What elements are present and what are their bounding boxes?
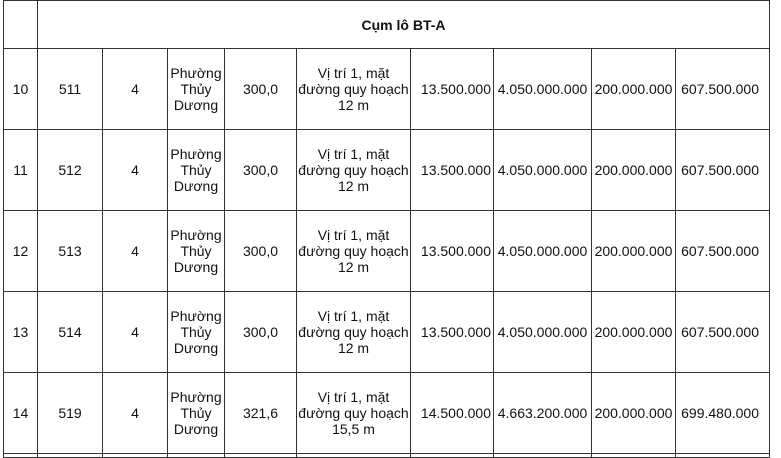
floors-cell: 4: [103, 130, 168, 211]
header-blank-cell: [4, 1, 38, 49]
row-number-cell: 13: [4, 292, 38, 373]
deposit-cell: 200.000.000: [592, 130, 676, 211]
land-value-cell: 4.663.200.000: [494, 373, 592, 454]
deposit-cell: 200.000.000: [592, 292, 676, 373]
table-row: [4, 211, 770, 292]
unit-price-cell: 14.500.000: [411, 373, 494, 454]
area-cell: 300,0: [225, 130, 297, 211]
unit-price-cell: 13.500.000: [411, 211, 494, 292]
lot-number-cell: 513: [38, 211, 103, 292]
ward-cell: Phường Thủy Dương: [168, 292, 225, 373]
area-cell: 300,0: [225, 292, 297, 373]
lot-number-cell: 519: [38, 373, 103, 454]
deposit-cell: 200.000.000: [592, 49, 676, 130]
unit-price-cell: 13.500.000: [411, 292, 494, 373]
position-cell: Vị trí 1, mặt đường quy hoạch 12 m: [297, 130, 411, 211]
ward-cell: Phường Thủy Dương: [168, 130, 225, 211]
ward-cell: Phường Thủy Dương: [168, 373, 225, 454]
position-cell: Vị trí 1, mặt đường quy hoạch 15,5 m: [297, 373, 411, 454]
position-cell: Vị trí 1, mặt đường quy hoạch 12 m: [297, 211, 411, 292]
amount-cell: 607.500.000: [676, 211, 770, 292]
deposit-cell: 200.000.000: [592, 211, 676, 292]
floors-cell: 4: [103, 373, 168, 454]
ward-cell: Phường Thủy Dương: [168, 211, 225, 292]
land-lot-table: [3, 0, 770, 458]
lot-number-cell: 512: [38, 130, 103, 211]
position-cell: Vị trí 1, mặt đường quy hoạch 12 m: [297, 292, 411, 373]
area-cell: 321,6: [225, 373, 297, 454]
amount-cell: 699.480.000: [676, 373, 770, 454]
land-value-cell: 4.050.000.000: [494, 130, 592, 211]
area-cell: 300,0: [225, 49, 297, 130]
table-row: [4, 49, 770, 130]
floors-cell: 4: [103, 292, 168, 373]
unit-price-cell: 13.500.000: [411, 130, 494, 211]
group-header-row: [4, 1, 770, 49]
table-row: [4, 373, 770, 454]
position-cell: Vị trí 1, mặt đường quy hoạch 12 m: [297, 49, 411, 130]
table-row: [4, 130, 770, 211]
land-value-cell: 4.050.000.000: [494, 292, 592, 373]
row-number-cell: 10: [4, 49, 38, 130]
row-number-cell: 11: [4, 130, 38, 211]
land-value-cell: 4.050.000.000: [494, 211, 592, 292]
group-title: Cụm lô BT-A: [38, 1, 770, 49]
amount-cell: 607.500.000: [676, 292, 770, 373]
table-row: [4, 292, 770, 373]
unit-price-cell: 13.500.000: [411, 49, 494, 130]
land-value-cell: 4.050.000.000: [494, 49, 592, 130]
amount-cell: 607.500.000: [676, 49, 770, 130]
deposit-cell: 200.000.000: [592, 373, 676, 454]
row-number-cell: 12: [4, 211, 38, 292]
row-number-cell: 14: [4, 373, 38, 454]
lot-number-cell: 514: [38, 292, 103, 373]
floors-cell: 4: [103, 211, 168, 292]
table-body: [4, 1, 770, 458]
ward-cell: Phường Thủy Dương: [168, 49, 225, 130]
amount-cell: 607.500.000: [676, 130, 770, 211]
floors-cell: 4: [103, 49, 168, 130]
lot-number-cell: 511: [38, 49, 103, 130]
area-cell: 300,0: [225, 211, 297, 292]
